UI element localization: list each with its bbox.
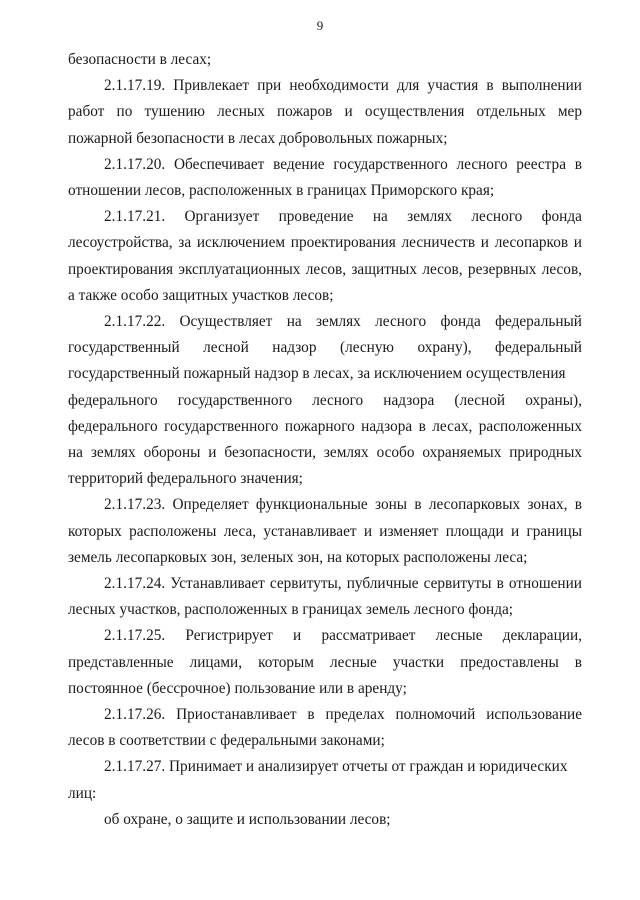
- paragraph-text: федерального государственного пожарного надзора в лесах, расположенных на землях обороны и безопасности, землях особо охраняемых природных территорий федерального значения;: [68, 417, 582, 488]
- document-body: [68, 47, 582, 833]
- paragraph-line: [68, 623, 582, 649]
- word: федерального: [68, 391, 158, 409]
- word: надзора: [383, 391, 435, 409]
- paragraph-2-1-17-24: 2.1.17.24. Устанавливает сервитуты, публичные сервитуты в отношении лесных участков, расположенных в границах земель лесного фонда;: [68, 575, 582, 619]
- word: 2.1.17.21.: [104, 208, 166, 226]
- word: федеральный: [495, 313, 582, 331]
- word: лесного: [471, 208, 523, 226]
- word: на: [372, 208, 388, 226]
- word: государственного: [177, 391, 293, 409]
- paragraph-2-1-17-20: 2.1.17.20. Обеспечивает ведение государственного лесного реестра в отношении лесов, расположенных в границах Приморского края;: [68, 155, 582, 200]
- list-item: об охране, о защите и использовании лесов;: [104, 810, 391, 828]
- paragraph-2-1-17-25: [68, 623, 582, 702]
- word: надзор: [272, 339, 317, 357]
- paragraph-text: лесоустройства, за исключением проектирования лесничеств и лесопарков и проектирования эксплуатационных лесов, защитных лесов, резервных лесов, а также особо защитных участков лесов;: [68, 234, 582, 304]
- word: Регистрирует: [185, 627, 273, 645]
- paragraph-line: [68, 204, 582, 230]
- word: лесной: [203, 339, 249, 357]
- paragraph-2-1-17-23: 2.1.17.23. Определяет функциональные зоны в лесопарковых зонах, в которых расположены леса, устанавливает и изменяет площади и границы земель лесопарковых зон, зеленых зон, на которых расположены леса;: [68, 496, 582, 566]
- paragraph-line: государственный пожарный надзор в лесах, за исключением осуществления: [68, 365, 566, 383]
- word: лесные: [435, 627, 483, 645]
- word: фонда: [440, 313, 481, 331]
- word: федеральный: [495, 339, 582, 357]
- word: (лесную: [339, 339, 394, 357]
- paragraph-2-1-17-27: [68, 754, 582, 806]
- paragraph-continuation: безопасности в лесах;: [68, 51, 212, 68]
- word: государственный: [68, 339, 180, 357]
- paragraph-line: лиц:: [68, 784, 97, 802]
- word: лесного: [375, 313, 427, 331]
- word: землях: [315, 313, 361, 331]
- paragraph-line: [68, 309, 582, 335]
- word: Организует: [184, 208, 260, 226]
- paragraph-line: [68, 335, 582, 361]
- word: землях: [407, 208, 452, 226]
- paragraph-2-1-17-22: [68, 309, 582, 492]
- paragraph-2-1-17-26: 2.1.17.26. Приостанавливает в пределах полномочий использование лесов в соответствии с федеральными законами;: [68, 706, 582, 750]
- word: фонда: [541, 208, 582, 226]
- paragraph-line: 2.1.17.27. Принимает и анализирует отчеты от граждан и юридических: [104, 758, 568, 776]
- word: охраны),: [525, 391, 582, 409]
- word: и: [293, 627, 302, 645]
- word: на: [286, 313, 302, 331]
- word: Осуществляет: [179, 313, 273, 331]
- word: лесного: [312, 391, 364, 409]
- paragraph-line: [68, 388, 582, 414]
- word: проведение: [278, 208, 354, 226]
- word: (лесной: [454, 391, 506, 409]
- word: декларации,: [502, 627, 582, 645]
- word: 2.1.17.25.: [104, 627, 166, 645]
- paragraph-text: представленные лицами, которым лесные участки предоставлены в постоянное (бессрочное) пользование или в аренду;: [68, 653, 582, 697]
- word: 2.1.17.22.: [104, 313, 166, 331]
- page-number: 9: [316, 18, 324, 33]
- paragraph-2-1-17-21: [68, 204, 582, 309]
- word: рассматривает: [321, 627, 416, 645]
- word: охрану),: [417, 339, 472, 357]
- paragraph-2-1-17-19: 2.1.17.19. Привлекает при необходимости для участия в выполнении работ по тушению лесных пожаров и осуществления отдельных мер пожарной безопасности в лесах добровольных пожарных;: [68, 77, 582, 147]
